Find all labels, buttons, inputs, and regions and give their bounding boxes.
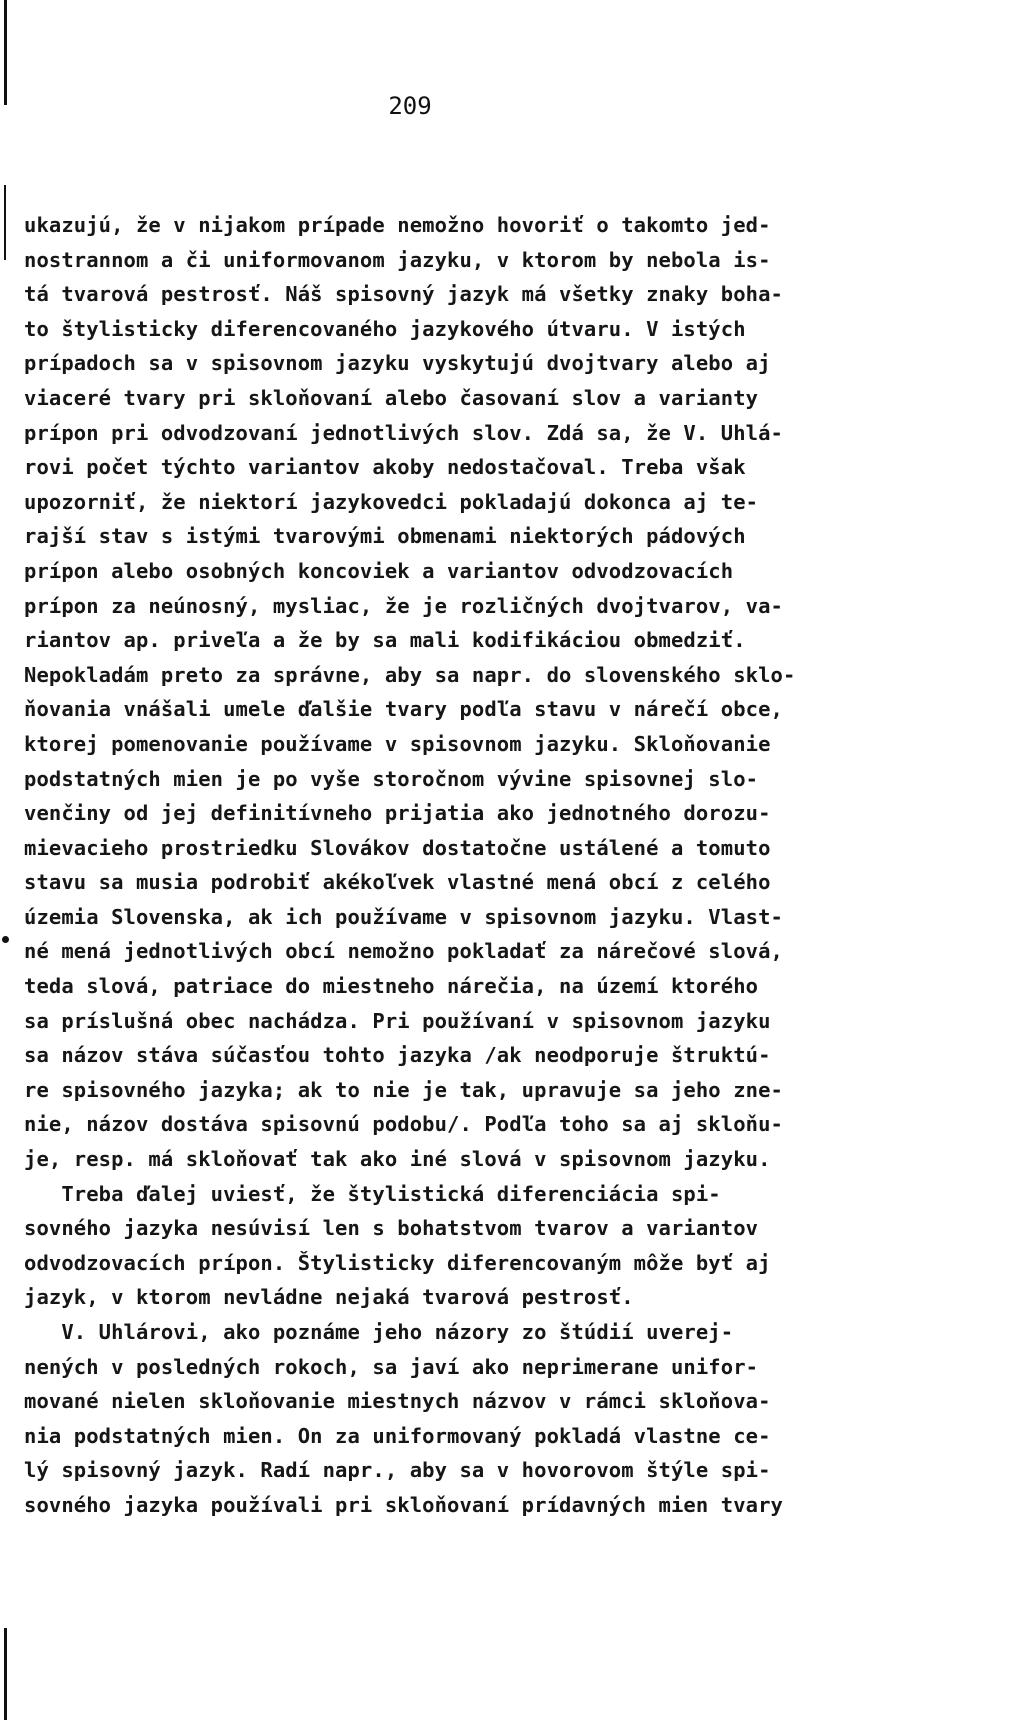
text-line: lý spisovný jazyk. Radí napr., aby sa v hovorovom štýle spi- [24, 1458, 771, 1483]
text-line: riantov ap. priveľa a že by sa mali kodifikáciou obmedziť. [24, 628, 746, 653]
text-line: venčiny od jej definitívneho prijatia ako jednotného dorozu- [24, 801, 771, 826]
text-line: nia podstatných mien. On za uniformovaný pokladá vlastne ce- [24, 1423, 771, 1448]
text-line: mievacieho prostriedku Slovákov dostatočne ustálené a tomuto [24, 835, 771, 860]
margin-mark-top [4, 0, 7, 105]
text-line: prípon pri odvodzovaní jednotlivých slov. Zdá sa, že V. Uhlá- [24, 420, 783, 445]
text-line: prípon alebo osobných koncoviek a variantov odvodzovacích [24, 558, 734, 583]
text-line: to štylisticky diferencovaného jazykového útvaru. V istých [24, 316, 746, 341]
text-line: rajší stav s istými tvarovými obmenami niektorých pádových [24, 524, 746, 549]
text-line: Treba ďalej uviesť, že štylistická diferenciácia spi- [24, 1181, 721, 1206]
text-line: podstatných mien je po vyše storočnom vývine spisovnej slo- [24, 766, 759, 791]
text-line: mované nielen skloňovanie miestnych názvov v rámci skloňova- [24, 1389, 771, 1414]
text-line: ňovania vnášali umele ďalšie tvary podľa stavu v nárečí obce, [24, 697, 783, 722]
text-line: stavu sa musia podrobiť akékoľvek vlastné mená obcí z celého [24, 870, 771, 895]
text-line: upozorniť, že niektorí jazykovedci pokladajú dokonca aj te- [24, 489, 759, 514]
text-line: Nepokladám preto za správne, aby sa napr. do slovenského sklo- [24, 662, 796, 687]
text-line: je, resp. má skloňovať tak ako iné slová v spisovnom jazyku. [24, 1147, 771, 1172]
text-line: nie, názov dostáva spisovnú podobu/. Podľa toho sa aj skloňu- [24, 1112, 783, 1137]
text-line: odvodzovacích prípon. Štylisticky diferencovaným môže byť aj [24, 1250, 771, 1275]
text-line: územia Slovenska, ak ich používame v spisovnom jazyku. Vlast- [24, 904, 783, 929]
margin-mark-upper [4, 185, 6, 260]
text-line: nených v posledných rokoch, sa javí ako neprimerane unifor- [24, 1354, 759, 1379]
page-number: 209 [388, 92, 432, 120]
text-line: ktorej pomenovanie používame v spisovnom jazyku. Skloňovanie [24, 731, 771, 756]
text-line: né mená jednotlivých obcí nemožno pokladať za nárečové slová, [24, 939, 783, 964]
text-line: sovného jazyka nesúvisí len s bohatstvom tvarov a variantov [24, 1216, 759, 1241]
text-line: prípadoch sa v spisovnom jazyku vyskytujú dvojtvary alebo aj [24, 351, 771, 376]
text-line: sovného jazyka používali pri skloňovaní prídavných mien tvary [24, 1492, 783, 1517]
text-line: sa príslušná obec nachádza. Pri používaní v spisovnom jazyku [24, 1008, 771, 1033]
margin-dot [2, 936, 9, 943]
body-text [24, 208, 1014, 1523]
text-line: sa názov stáva súčasťou tohto jazyka /ak neodporuje štruktú- [24, 1043, 771, 1068]
text-line: jazyk, v ktorom nevládne nejaká tvarová pestrosť. [24, 1285, 634, 1310]
text-line: prípon za neúnosný, mysliac, že je rozličných dvojtvarov, va- [24, 593, 783, 618]
text-line: V. Uhlárovi, ako poznáme jeho názory zo štúdií uverej- [24, 1320, 734, 1344]
text-line: re spisovného jazyka; ak to nie je tak, upravuje sa jeho zne- [24, 1077, 783, 1102]
margin-mark-bottom [4, 1628, 7, 1720]
text-line: tá tvarová pestrosť. Náš spisovný jazyk má všetky znaky boha- [24, 282, 783, 307]
text-line: nostrannom a či uniformovanom jazyku, v ktorom by nebola is- [24, 247, 771, 272]
text-line: ukazujú, že v nijakom prípade nemožno hovoriť o takomto jed- [24, 213, 771, 237]
text-line: teda slová, patriace do miestneho nárečia, na území ktorého [24, 974, 759, 999]
text-line: rovi počet týchto variantov akoby nedostačoval. Treba však [24, 455, 746, 480]
text-line: viaceré tvary pri skloňovaní alebo časovaní slov a varianty [24, 385, 759, 410]
